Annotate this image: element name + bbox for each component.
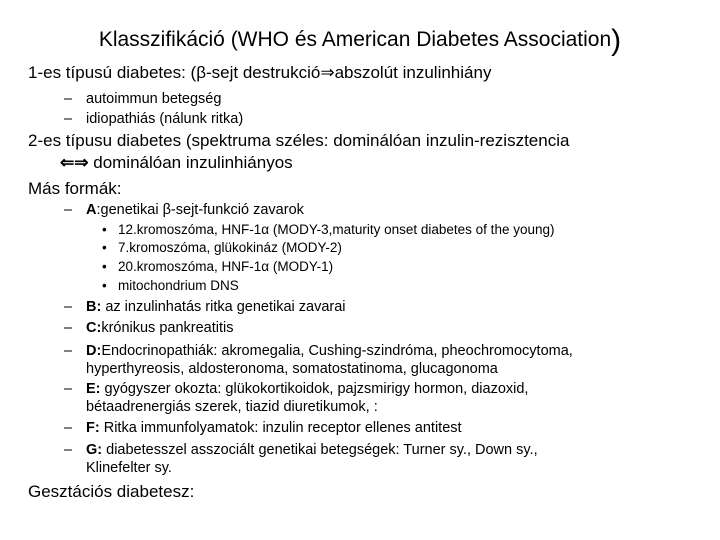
other-item-g: – G: diabetesszel asszociált genetikai betegségek: Turner sy., Down sy., xyxy=(64,442,538,458)
other-item-e-cont: bétaadrenergiás szerek, tiazid diuretikumok, : xyxy=(86,399,378,415)
other-item-e: – E: gyógyszer okozta: glükokortikoidok, pajzsmirigy hormon, diazoxid, xyxy=(64,381,529,397)
other-item-f: – F: Ritka immunfolyamatok: inzulin receptor ellenes antitest xyxy=(64,420,462,436)
other-forms-heading: Más formák: xyxy=(28,179,122,198)
other-item-c: – C:krónikus pankreatitis xyxy=(64,320,234,336)
double-arrow-icon: ⇐⇒ xyxy=(60,153,89,172)
type1-item: – autoimmun betegség xyxy=(64,91,222,107)
a-sub-item: • 12.kromoszóma, HNF-1α (MODY-3,maturity onset diabetes of the young) xyxy=(102,222,555,237)
other-item-b: – B: az inzulinhatás ritka genetikai zavarai xyxy=(64,299,346,315)
other-item-g-cont: Klinefelter sy. xyxy=(86,460,172,476)
other-item-d: – D:Endocrinopathiák: akromegalia, Cushing-szindróma, pheochromocytoma, xyxy=(64,343,573,359)
a-sub-item: • mitochondrium DNS xyxy=(102,278,239,293)
type1-item: – idiopathiás (nálunk ritka) xyxy=(64,111,244,127)
type2-line-cont: ⇐⇒ dominálóan inzulinhiányos xyxy=(60,153,293,172)
gestational-heading: Gesztációs diabetesz: xyxy=(28,482,195,501)
slide-title: Klasszifikáció (WHO és American Diabetes Association) xyxy=(98,24,622,57)
type2-line: 2-es típusu diabetes (spektruma széles: dominálóan inzulin-rezisztencia xyxy=(28,131,570,150)
a-sub-item: • 7.kromoszóma, glükokináz (MODY-2) xyxy=(102,240,342,255)
type1-line: 1-es típusú diabetes: (β-sejt destrukció⇒abszolút inzulinhiány xyxy=(28,63,492,82)
other-item-a: – A:genetikai β-sejt-funkció zavarok xyxy=(64,202,304,218)
implies-arrow-icon: ⇒ xyxy=(320,63,335,82)
other-item-d-cont: hyperthyreosis, aldosteronoma, somatostatinoma, glucagonoma xyxy=(86,361,498,377)
a-sub-item: • 20.kromoszóma, HNF-1α (MODY-1) xyxy=(102,259,334,274)
